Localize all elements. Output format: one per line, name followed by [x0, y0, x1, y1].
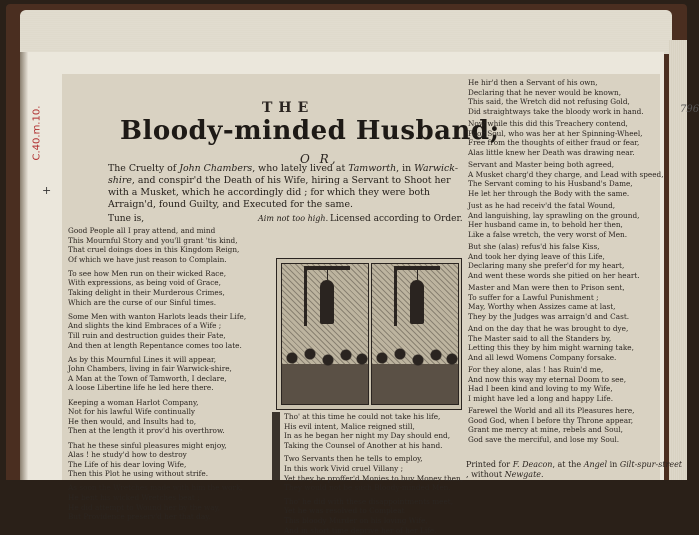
verse-line: Did straightways take the bloody work in hand.	[468, 106, 644, 116]
verse-line: This said, the Wretch did not refusing Gold,	[468, 97, 630, 107]
verse-line: Taking the Counsel of Another at his hand.	[284, 440, 443, 450]
verse-line: Two Servants then he tells to employ,	[284, 454, 423, 464]
tune-name: Aim not too high.	[258, 214, 329, 223]
license-note: Licensed according to Order.	[330, 214, 463, 224]
stanza	[468, 160, 664, 198]
verse-line: And now this way my eternal Doom to see,	[468, 374, 627, 384]
verse-line: For they alone, alas ! has Ruin'd me,	[468, 365, 604, 374]
verse-line: He bent his wicked Wretches beat ;	[68, 492, 200, 502]
verse-line: Declaring many she prefer'd for my heart,	[468, 261, 625, 271]
verse-line: And in short time deprive her of her Life.	[284, 525, 437, 535]
stanza	[468, 119, 643, 157]
imprint: Printed for F. Deacon, at the Angel in Gilt-spur-street , without Newgate.	[466, 460, 683, 479]
verse-line: Which are the curse of our Sinful times.	[68, 297, 217, 307]
book-page	[22, 52, 699, 535]
verse-line: Then this Plot he using without strife.	[68, 469, 209, 479]
verse-line: Like a false wretch, the very worst of Men.	[468, 229, 628, 239]
verse-line: That he these sinful pleasures might enjoy,	[68, 440, 227, 450]
verse-line: This bloody Murder on his loving Wife,	[284, 515, 428, 525]
verse-line: He hir'd then a Servant of his own,	[468, 78, 598, 87]
stanza	[468, 201, 639, 239]
verse-line: John Chambers, living in fair Warwick-shire,	[68, 364, 232, 374]
verse-line: A loose Libertine life he led here there.	[68, 383, 214, 393]
verse-line: Alas little knew her Death was drawing near.	[468, 147, 635, 157]
verse-line: They would not be such Bloody-minded Men.	[284, 483, 451, 493]
ballad-title: Bloody-minded Husband;	[120, 116, 500, 146]
verse-line: Tho' he did with these disappointments meet,	[284, 496, 454, 506]
verse-line: Keeping a woman Harlot Company,	[68, 397, 199, 407]
verse-line: Just as he had receiv'd the fatal Wound,	[468, 201, 616, 210]
stanza	[468, 283, 629, 321]
verse-line: Good God, when I before thy Throne appear,	[468, 415, 634, 425]
verse-line: Master and Man were then to Prison sent,	[468, 283, 625, 292]
woodcut-illustration	[276, 258, 462, 410]
verse-line: A Man at the Town of Tamworth, I declare,	[68, 373, 227, 383]
verse-line: And slights the kind Embraces of a Wife ;	[68, 321, 222, 331]
verse-line: As soon the Wretches made with him the work,	[68, 483, 243, 493]
verse-line: Servant and Master being both agreed,	[468, 160, 615, 169]
stanza	[284, 497, 453, 535]
verse-line: And took her dying leave of this Life,	[468, 251, 605, 261]
verse-line: Alas ! he study'd how to destroy	[68, 450, 187, 460]
verse-line: And then at length Repentance comes too late.	[68, 340, 242, 350]
verse-line: Grant me mercy at mine, rebels and Soul,	[468, 425, 623, 435]
stanza	[68, 312, 246, 350]
stanza	[468, 406, 635, 444]
verse-line: In this work Vivid cruel Villany ;	[284, 463, 404, 473]
verse-line: May, Worthy when Assizes came at last,	[468, 302, 616, 312]
verse-line: Declaring that he never would be known,	[468, 87, 622, 97]
verse-line: Taking delight in their Murderous Crimes,	[68, 288, 225, 298]
verse-line: As by this Mournful Lines it will appear,	[68, 354, 217, 364]
verse-line: He did attempt to Wound her by the way,	[68, 502, 221, 512]
stanza	[468, 242, 640, 280]
verse-line: Some Men with wanton Harlots leads their Life,	[68, 311, 247, 321]
verse-line: With expressions, as being void of Grace,	[68, 278, 221, 288]
stanza	[468, 324, 634, 362]
verse-line: To suffer for a Lawful Punishment ;	[468, 292, 599, 302]
stanza	[68, 483, 243, 521]
column-divider	[272, 412, 280, 480]
verse-line: Had I been kind and loving to my Wife,	[468, 384, 613, 394]
broadside-sheet	[62, 74, 699, 535]
verse-line: Poor Soul, who was her at her Spinning-Wheel,	[468, 128, 643, 138]
page-edges-top	[20, 10, 672, 54]
verse-line: His evil intent, Malice reigned still,	[284, 421, 415, 431]
folio-number: 796	[680, 104, 699, 115]
verse-line: He let her through the Body with the same.	[468, 188, 630, 198]
verse-line: Yet he was resolved to Compleat	[284, 506, 405, 516]
ballad-subtitle: The Cruelty of John Chambers, who lately lived at Tamworth, in Warwick-shire, and conspir'd the Death of his Wife, hiring a Servant to Shoot her with a Musket, which he accordingly did ; for which they were both Arraign'd, found Guilty, and Executed for the same.	[108, 163, 458, 210]
verse-line: Of which we have just reason to Complain.	[68, 254, 227, 264]
verse-line: And all lewd Womens Company forsake.	[468, 352, 617, 362]
verse-line: This Mournful Story and you'll grant 'tis kind,	[68, 235, 238, 245]
stanza	[468, 365, 626, 403]
woodcut-left-panel	[281, 263, 369, 405]
verse-line: The Life of his dear loving Wife,	[68, 459, 187, 469]
verse-line: Letting this they by him might warning take,	[468, 343, 634, 353]
verse-line: Now while this did this Treachery contend,	[468, 119, 628, 128]
verse-line: But Providence preserv'd her that day.	[68, 512, 211, 522]
woodcut-right-panel	[371, 263, 459, 405]
stanza	[68, 355, 232, 393]
verse-line: Then at the length it prov'd his overthrow.	[68, 426, 225, 436]
verse-line: To see how Men run on their wicked Race,	[68, 268, 227, 278]
title-or: O R,	[300, 152, 339, 166]
verse-line: Free from the thoughts of either fraud or fear,	[468, 138, 640, 148]
verse-line: I might have led a long and happy Life.	[468, 393, 614, 403]
stanza	[468, 78, 644, 116]
verse-line: Not for his lawful Wife continually	[68, 407, 196, 417]
verse-line: Tho' at this time he could not take his life,	[284, 412, 441, 421]
verse-line: And languishing, lay sprawling on the ground,	[468, 210, 640, 220]
spine-shadow	[20, 52, 28, 480]
stanza	[68, 226, 239, 264]
verse-line: In as he began her night my Day should end,	[284, 431, 451, 441]
shelfmark-stamp: C.40.m.10.	[31, 105, 43, 161]
verse-line: God save the merciful, and lose my Soul.	[468, 434, 620, 444]
tune-label: Tune is,	[108, 214, 145, 224]
verse-line: He then would, and Insults had to,	[68, 416, 197, 426]
verse-line: But she (alas) refus'd his false Kiss,	[468, 242, 600, 251]
stanza	[284, 412, 450, 450]
verse-line: And went these words she pitied on her heart.	[468, 270, 640, 280]
verse-line: The Master said to all the Standers by,	[468, 333, 612, 343]
cross-mark: +	[42, 184, 52, 197]
verse-line: Good People all I pray attend, and mind	[68, 226, 216, 235]
verse-line: The Servant coming to his Husband's Dame,	[468, 179, 633, 189]
verse-line: That cruel doings does in this Kingdom Reign,	[68, 245, 240, 255]
stanza	[284, 454, 463, 492]
stanza	[68, 441, 227, 479]
verse-line: And on the day that he was brought to dye,	[468, 324, 629, 333]
title-the: THE	[262, 100, 315, 116]
verse-line: They by the Judges was arraign'd and Cast.	[468, 311, 630, 321]
verse-line: A Musket charg'd they charge, and Lead with speed,	[468, 169, 664, 179]
stanza	[68, 269, 226, 307]
verse-line: Her husband came in, to behold her then,	[468, 220, 623, 230]
verse-line: Farewel the World and all its Pleasures here,	[468, 406, 635, 415]
verse-line: Yet they be proffer'd Monies to buy Money then,	[284, 473, 464, 483]
stanza	[68, 398, 225, 436]
verse-line: Till ruin and destruction guides their Fate,	[68, 330, 226, 340]
